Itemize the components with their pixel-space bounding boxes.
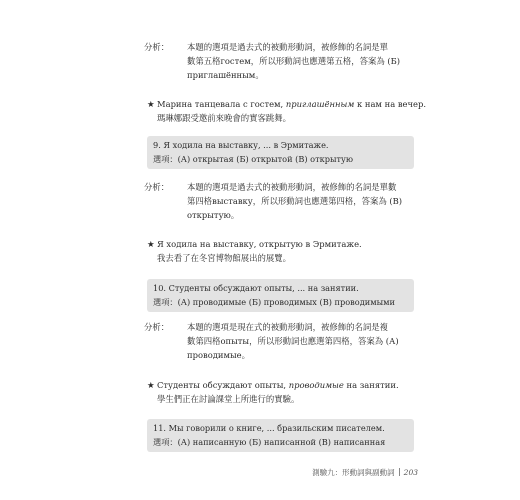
analysis-line: 本題的選項是現在式的被動形動詞，被修飾的名詞是複 — [187, 322, 388, 332]
analysis-block — [144, 40, 401, 82]
example-sentence: Марина танцевала с гостем, приглашённым к нам на вечер. — [157, 99, 427, 109]
example-translation: 瑪琳娜跟受邀前來晚會的實客跳舞。 — [157, 113, 291, 123]
question-prompt: 10. Студенты обсуждают опыты, ... на занятии. — [153, 283, 359, 293]
question-options: 選項：(А) проводимые (Б) проводимых (В) проводимыми — [153, 297, 395, 307]
star-icon: ★ — [147, 380, 155, 390]
example-sentence: Студенты обсуждают опыты, проводимые на занятии. — [157, 380, 399, 390]
question-options: 選項：(А) открытая (Б) открытой (В) открытую — [153, 154, 353, 164]
page-number: 203 — [403, 468, 418, 477]
analysis-line: 數第五格гостем，所以形動詞也應選第五格，答案為 (Б) — [187, 56, 401, 66]
star-icon: ★ — [147, 239, 155, 249]
analysis-label: 分析： — [144, 42, 170, 52]
analysis-block — [144, 180, 403, 222]
analysis-line: 數第四格опыты，所以形動詞也應選第四格，答案為 (А) — [187, 336, 399, 346]
analysis-block — [144, 320, 399, 362]
example-translation: 我去看了在冬宮博物館展出的展覽。 — [157, 253, 291, 263]
analysis-line: 本題的選項是過去式的被動形動詞，被修飾的名詞是單數 — [187, 182, 397, 192]
chapter-title: 測驗九：形動詞與副動詞 — [312, 468, 395, 477]
analysis-line: открытую。 — [187, 210, 240, 220]
page-footer — [312, 467, 418, 478]
example-sentence-block — [147, 237, 362, 265]
question-box — [147, 279, 414, 312]
footer-divider — [399, 468, 400, 476]
analysis-line: 本題的選項是過去式的被動形動詞，被修飾的名詞是單 — [187, 42, 388, 52]
analysis-line: приглашённым。 — [187, 70, 264, 80]
analysis-line: 第四格выставку，所以形動詞也應選第四格，答案為 (В) — [187, 196, 403, 206]
question-box — [147, 136, 414, 169]
question-box — [147, 419, 414, 452]
example-sentence-block — [147, 97, 426, 125]
question-options: 選項：(А) написанную (Б) написанной (В) написанная — [153, 437, 386, 447]
example-sentence-block — [147, 378, 399, 406]
star-icon: ★ — [147, 99, 155, 109]
question-prompt: 11. Мы говорили о книге, ... бразильским писателем. — [153, 423, 385, 433]
analysis-line: проводимые。 — [187, 350, 250, 360]
example-translation: 學生們正在討論課堂上所進行的實驗。 — [157, 394, 300, 404]
example-sentence: Я ходила на выставку, открытую в Эрмитаже. — [157, 239, 362, 249]
analysis-label: 分析： — [144, 322, 170, 332]
question-prompt: 9. Я ходила на выставку, ... в Эрмитаже. — [153, 140, 329, 150]
analysis-label: 分析： — [144, 182, 170, 192]
